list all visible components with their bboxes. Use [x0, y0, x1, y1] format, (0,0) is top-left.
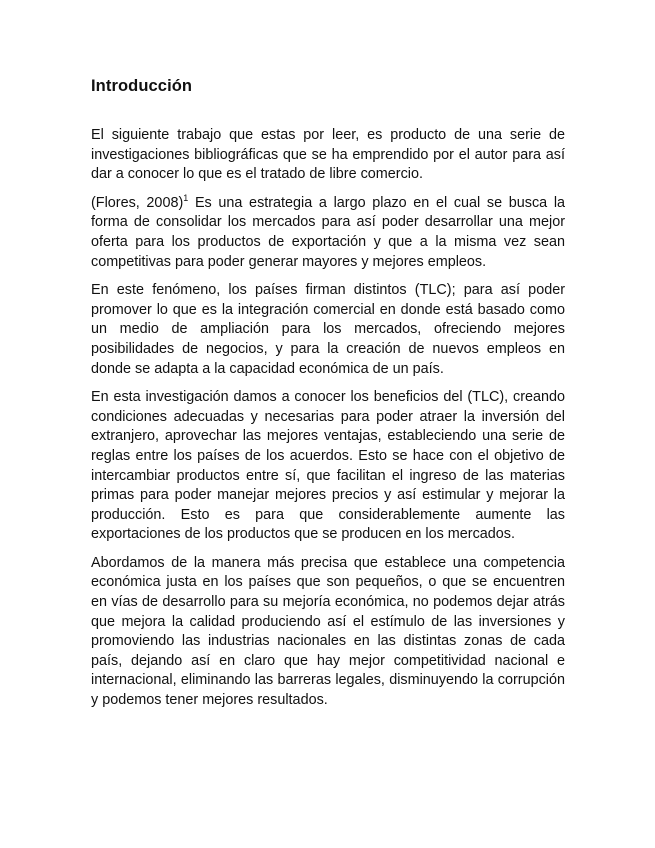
- citation: (Flores, 2008): [91, 194, 184, 211]
- document-body: [91, 126, 565, 711]
- paragraph-strategy-text: Es una estrategia a largo plazo en el cual se busca la forma de consolidar los mercados para así poder desarrollar una mejor oferta para los productos de exportación y que a la misma vez sean competitivas para poder generar mayores y mejores empleos.: [91, 194, 566, 270]
- paragraph-intro: El siguiente trabajo que estas por leer, es producto de una serie de investigaciones bibliográficas que se ha emprendido por el autor para así dar a conocer lo que es el tratado de libre comercio.: [91, 127, 565, 183]
- footnote-marker[interactable]: 1: [183, 192, 189, 203]
- paragraph-strategy: [91, 194, 565, 272]
- paragraph-investigation: En esta investigación damos a conocer los beneficios del (TLC), creando condiciones adecuadas y necesarias para poder atraer la inversión del extranjero, aprovechar las mejores ventajas, estableciendo una serie de reglas entre los países de los acuerdos. Esto se hace con el objetivo de intercambiar productos entre sí, que facilitan el ingreso de las materias primas para poder manejar mejores precios y así estimular y mejorar la producción. Esto es para que considerablemente aumente las exportaciones de los productos que se producen en los mercados.: [91, 389, 565, 543]
- paragraph-competition: Abordamos de la manera más precisa que establece una competencia económica justa en los países que son pequeños, o que se encuentren en vías de desarrollo para su mejoría económica, no podemos dejar atrás que mejora la calidad produciendo así el estímulo de las inversiones y promoviendo las industrias nacionales en las distintas zonas de cada país, dejando así en claro que hay mejor competitividad nacional e internacional, eliminando las barreras legales, disminuyendo la corrupción y podemos tener mejores resultados.: [91, 554, 565, 709]
- paragraph-phenomenon: En este fenómeno, los países firman distintos (TLC); para así poder promover lo que es la integración comercial en donde está basado como un medio de ampliación para los mercados, ofreciendo mejores posibilidades de negocios, y para la creación de nuevos empleos en donde se adapta a la capacidad económica de un país.: [91, 282, 565, 377]
- page-title: Introducción: [91, 77, 193, 95]
